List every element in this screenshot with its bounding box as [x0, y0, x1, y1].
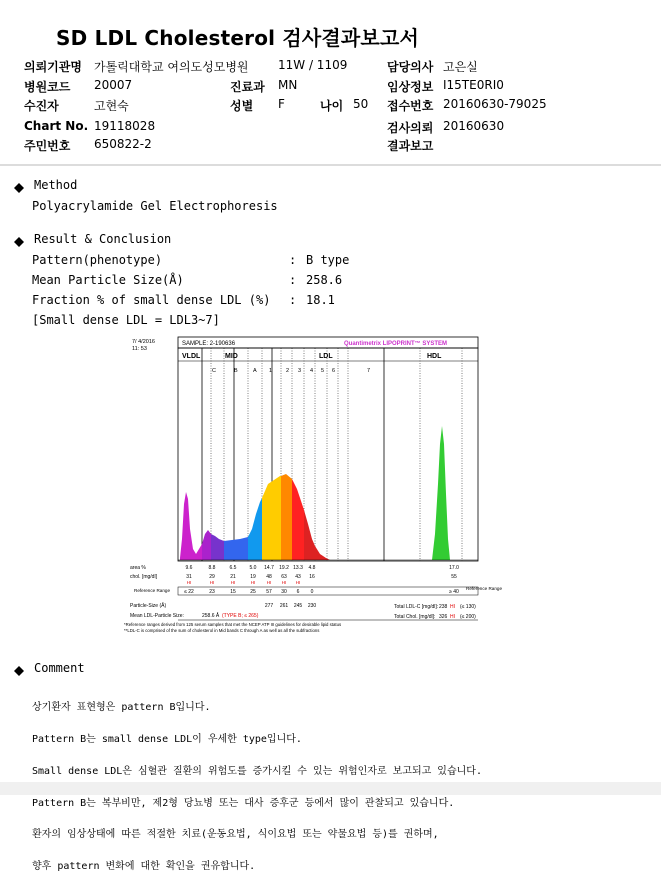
hi-flag: HI [209, 580, 215, 585]
sub-band-label: 1 [269, 368, 273, 374]
reference-value: 25 [250, 589, 256, 595]
sub-band-label: 4 [310, 368, 314, 374]
band-vldl-label: VLDL [182, 353, 201, 360]
fraction-colon: : [289, 293, 297, 307]
reference-value: 57 [266, 589, 272, 595]
sub-band-label: C [212, 368, 216, 374]
sub-band-label: B [234, 368, 238, 374]
area-value: 14.7 [264, 565, 274, 571]
method-text: Polyacrylamide Gel Electrophoresis [32, 199, 278, 213]
hospital-code-label: 병원코드 [24, 80, 71, 94]
figure-time: 11: 53 [132, 346, 147, 352]
particle-size-value: 230 [307, 603, 317, 609]
diamond-bullet-icon [14, 666, 24, 671]
area-value: 19.2 [279, 565, 289, 571]
total-ldl-flag: HI [450, 604, 455, 610]
particle-size-value: 261 [279, 603, 289, 609]
reference-value: ≥ 40 [449, 589, 459, 595]
comment-heading-text: Comment [34, 661, 85, 675]
total-ldl-ref: (≤ 130) [460, 604, 476, 610]
reference-value: 6 [296, 589, 300, 595]
hospital-code-value: 20007 [94, 78, 133, 92]
total-chol-value: 326 [439, 614, 448, 620]
reference-value: 30 [281, 589, 287, 595]
pattern-label: Pattern(phenotype) [32, 253, 163, 267]
hi-flag: HI [281, 580, 287, 585]
hi-flag: HI [250, 580, 256, 585]
hi-flag: HI [266, 580, 272, 585]
institution-value: 가톨릭대학교 여의도성모병원 [94, 60, 249, 74]
chol-value: 43 [295, 574, 301, 580]
particle-size-value: 245 [293, 603, 303, 609]
fraction-label: Fraction % of small dense LDL (%) [32, 293, 271, 307]
area-value: 13.3 [293, 565, 303, 571]
row-label-area: area % [130, 565, 146, 571]
total-chol-ref: (≤ 200) [460, 614, 476, 620]
method-heading-text: Method [34, 178, 78, 192]
area-value: 9.6 [185, 565, 193, 571]
doctor-value: 고은실 [443, 60, 478, 74]
mean-size-label: Mean Particle Size(Å) [32, 273, 184, 287]
area-value: 6.5 [229, 565, 237, 571]
sub-band-label: 3 [298, 368, 302, 374]
patient-label: 수진자 [24, 99, 59, 113]
band-mid-label: MID [225, 353, 238, 360]
dept-value: MN [278, 78, 298, 92]
pattern-value: B type [306, 253, 350, 267]
mean-size-colon: : [289, 273, 297, 287]
result-report-label: 결과보고 [387, 139, 434, 153]
area-value: 4.8 [308, 565, 316, 571]
age-label: 나이 [320, 99, 344, 113]
clinical-label: 임상정보 [387, 80, 434, 94]
sub-band-label: A [253, 368, 257, 374]
request-label: 검사의뢰 [387, 121, 434, 135]
comment-line: Pattern B는 small dense LDL이 우세한 type입니다. [32, 733, 302, 745]
patient-value: 고현숙 [94, 99, 129, 113]
comment-line: 향후 pattern 변화에 대한 확인을 권유합니다. [32, 861, 256, 873]
figure-date: 7/ 4/2016 [132, 339, 155, 345]
reference-value: ≤ 22 [184, 589, 194, 595]
resident-label: 주민번호 [24, 139, 71, 153]
doctor-label: 담당의사 [387, 60, 434, 74]
method-heading [14, 178, 77, 192]
particle-size-value: 277 [264, 603, 274, 609]
figure-footnote-1: *Reference ranges derived from 125 serum samples that met the NCEP ATP III guidelines for desirable lipid status [124, 622, 342, 627]
hi-flag: HI [295, 580, 301, 585]
comment-heading [14, 661, 85, 675]
receipt-label: 접수번호 [387, 99, 434, 113]
sub-band-label: 7 [367, 368, 371, 374]
lipoprint-figure [122, 334, 503, 644]
sdldl-note: [Small dense LDL = LDL3~7] [32, 313, 220, 327]
row-label-reference: Reference Range [134, 588, 171, 593]
figure-sample: SAMPLE: 2-190636 [182, 341, 236, 347]
result-heading [14, 232, 171, 246]
request-value: 20160630 [443, 119, 505, 133]
reference-label-right: Reference Range [466, 586, 503, 591]
sub-band-label: 6 [332, 368, 336, 374]
diamond-bullet-icon [14, 183, 24, 188]
peak-ldl-3 [281, 474, 292, 560]
mean-size-value: 258.6 [306, 273, 343, 287]
comment-line: Small dense LDL은 심혈관 질환의 위험도를 증가시킬 수 있는 위험인자로 보고되고 있습니다. [32, 765, 482, 777]
row-label-mean: Mean LDL-Particle Size: [130, 613, 184, 619]
mean-size-value: 258.6 Å [202, 613, 220, 619]
fraction-value: 18.1 [306, 293, 335, 307]
chol-value: 16 [309, 574, 315, 580]
page-bottom-bar [0, 782, 661, 795]
dept-label: 진료과 [230, 80, 265, 94]
band-ldl-label: LDL [319, 353, 333, 360]
chol-value: 63 [281, 574, 287, 580]
row-label-chol: chol. [mg/dl] [130, 574, 157, 580]
institution-label: 의뢰기관명 [24, 60, 82, 74]
row-label-particle: Particle-Size (Å) [130, 603, 167, 609]
total-ldl-label: Total LDL-C [mg/dl]: [394, 604, 439, 610]
clinical-value: I15TE0RI0 [443, 78, 504, 92]
chol-value: 48 [266, 574, 272, 580]
total-ldl-value: 238 [439, 604, 448, 610]
result-heading-text: Result & Conclusion [34, 232, 172, 246]
reference-value: 23 [209, 589, 215, 595]
sex-label: 성별 [230, 99, 254, 113]
reference-value: 15 [230, 589, 236, 595]
report-title: SD LDL Cholesterol 검사결과보고서 [56, 26, 419, 50]
reference-value: 0 [310, 589, 314, 595]
age-value: 50 [353, 97, 369, 111]
ward-value: 11W / 1109 [278, 58, 348, 72]
figure-footnote-2: **LDL-C is comprised of the sum of cholesterol in Mid bands C through A as well as all the subfractions [124, 628, 320, 633]
figure-background [122, 334, 480, 644]
hi-flag: HI [186, 580, 192, 585]
pattern-colon: : [289, 253, 297, 267]
figure-brand: Quantimetrix LIPOPRINT™ SYSTEM [344, 341, 448, 347]
chart-no-value: 19118028 [94, 119, 156, 133]
area-value: 17.0 [449, 565, 459, 571]
total-chol-flag: HI [450, 614, 455, 620]
resident-value: 650822-2 [94, 137, 152, 151]
chol-value: 29 [209, 574, 215, 580]
chart-no-label: Chart No. [24, 119, 89, 133]
chol-value: 21 [230, 574, 236, 580]
comment-line: Pattern B는 복부비만, 제2형 당뇨병 또는 대사 증후군 등에서 많이 관찰되고 있습니다. [32, 797, 455, 809]
area-value: 5.0 [249, 565, 257, 571]
sub-band-label: 2 [286, 368, 290, 374]
diamond-bullet-icon [14, 237, 24, 242]
total-chol-label: Total Chol. [mg/dl]: [394, 614, 436, 620]
receipt-value: 20160630-79025 [443, 97, 547, 111]
hi-flag: HI [230, 580, 236, 585]
comment-line: 상기환자 표현형은 pattern B입니다. [32, 702, 211, 714]
band-hdl-label: HDL [427, 353, 442, 360]
header-divider [0, 164, 661, 166]
chol-value: 55 [451, 574, 457, 580]
comment-line: 환자의 임상상태에 따른 적절한 치료(운동요법, 식이요법 또는 약물요법 등)를 권하며, [32, 829, 439, 841]
chol-value: 31 [186, 574, 192, 580]
sub-band-label: 5 [321, 368, 325, 374]
chol-value: 19 [250, 574, 256, 580]
mean-size-type: (TYPE B; ≤ 265) [222, 613, 259, 619]
sex-value: F [278, 97, 285, 111]
area-value: 8.8 [208, 565, 216, 571]
